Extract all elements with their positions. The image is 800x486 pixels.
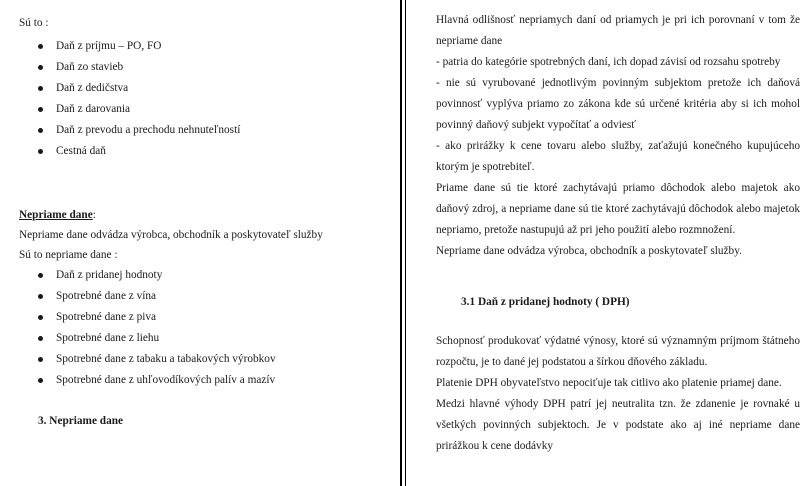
indirect-taxes-list: [38, 265, 276, 391]
list-item: Spotrebné dane z piva: [38, 307, 276, 328]
paragraph: Nepriame dane odvádza výrobca, obchodník a poskytovateľ služby.: [436, 245, 742, 257]
paragraph: - nie sú vyrubované jednotlivým povinným subjektom pretože ich daňová povinnosť vyplýva priamo zo zákona kde sú určené kritéria aby si ich mohol povinný daňový subjekt vypočítať a odviesť: [436, 77, 800, 131]
indirect-heading-colon: :: [92, 209, 96, 221]
list-item: Spotrebné dane z uhľovodíkových palív a mazív: [38, 370, 276, 391]
left-page: [0, 0, 397, 486]
list-item: Spotrebné dane z vína: [38, 286, 276, 307]
list-item: Cestná daň: [38, 141, 240, 162]
direct-taxes-list: [38, 36, 240, 162]
indirect-list-label: Sú to nepriame dane :: [19, 249, 118, 261]
su-to-label: Sú to :: [19, 17, 49, 29]
list-item: Daň z dedičstva: [38, 78, 240, 99]
indirect-paid-by: Nepriame dane odvádza výrobca, obchodník a poskytovateľ služby: [19, 229, 323, 241]
paragraph: Schopnosť produkovať výdatné výnosy, ktoré sú významným príjmom štátneho rozpočtu, je to dané jej podstatou a šírkou dňového základu.: [436, 335, 800, 368]
paragraph: Hlavná odlišnosť nepriamych daní od priamych je pri ich porovnaní v tom že nepriame dane: [436, 14, 800, 47]
list-item: Daň z darovania: [38, 99, 240, 120]
intro-text: [436, 10, 800, 262]
page-divider: [400, 0, 402, 486]
list-item: Daň z pridanej hodnoty: [38, 265, 276, 286]
paragraph: - ako prirážky k cene tovaru alebo služby, zaťažujú konečného kupujúceho ktorým je spotrebiteľ.: [436, 140, 800, 173]
list-item: Daň zo stavieb: [38, 57, 240, 78]
list-item: Daň z príjmu – PO, FO: [38, 36, 240, 57]
paragraph: - patria do kategórie spotrebných daní, ich dopad závisí od rozsahu spotreby: [436, 56, 781, 68]
list-item: Spotrebné dane z liehu: [38, 328, 276, 349]
paragraph: Medzi hlavné výhody DPH patrí jej neutralita tzn. že zdanenie je rovnaké u všetkých povinných subjektoch. Je v podstate ako aj iné nepriame dane prirážkou k cene dodávky: [436, 398, 800, 452]
paragraph: Platenie DPH obyvateľstvo nepociťuje tak citlivo ako platenie priamej dane.: [436, 377, 782, 389]
right-page: [410, 0, 800, 486]
subsection-heading: 3.1 Daň z pridanej hodnoty ( DPH): [461, 296, 630, 308]
dph-text: [436, 331, 800, 457]
list-item: Daň z prevodu a prechodu nehnuteľností: [38, 120, 240, 141]
paragraph: Priame dane sú tie ktoré zachytávajú priamo dôchodok alebo majetok ako daňový zdroj, a nepriame dane sú tie ktoré zachytávajú dôchodok alebo majetok nepriamo, pretože nastupujú až pri jeho použití alebo rozmnožení.: [436, 182, 800, 236]
list-item: Spotrebné dane z tabaku a tabakových výrobkov: [38, 349, 276, 370]
section-heading: 3. Nepriame dane: [38, 415, 124, 427]
indirect-heading-line: [19, 205, 96, 226]
indirect-heading: Nepriame dane: [19, 209, 93, 221]
page-divider-thin: [405, 0, 406, 486]
